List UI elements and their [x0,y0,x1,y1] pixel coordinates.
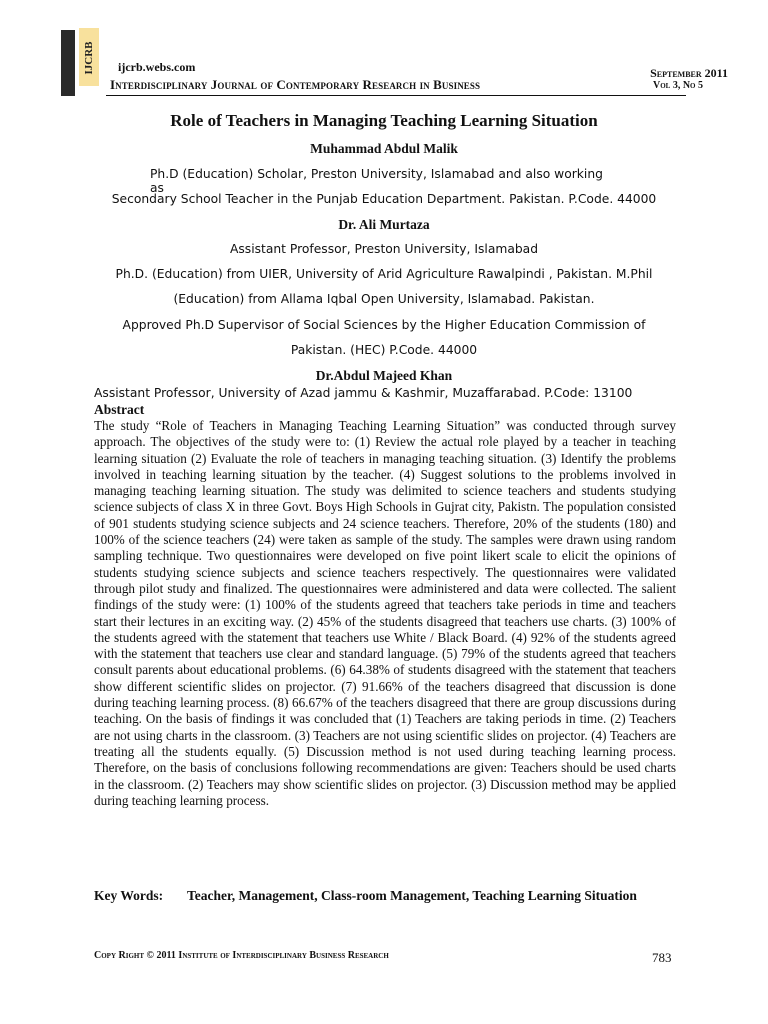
journal-name: Interdisciplinary Journal of Contemporary Research in Business [110,77,481,92]
author-affiliation: (Education) from Allama Iqbal Open University, Islamabad. Pakistan. [173,292,595,306]
page-number: 783 [652,950,672,965]
issue-volume: Vol 3, No 5 [652,80,703,91]
header-rule [106,95,686,96]
paper-title: Role of Teachers in Managing Teaching Learning Situation [170,111,598,130]
author-name: Dr. Ali Murtaza [338,217,430,232]
author-name: Dr.Abdul Majeed Khan [315,368,453,383]
keywords-text: Teacher, Management, Class-room Management, Teaching Learning Situation [187,888,637,903]
keywords-label: Key Words: [94,888,164,903]
author-affiliation: Approved Ph.D Supervisor of Social Sciences by the Higher Education Commission of [122,318,646,332]
author-affiliation: Ph.D. (Education) from UIER, University of Arid Agriculture Rawalpindi , Pakistan. M.Phil [115,267,653,281]
logo-text: IJCRB [83,41,95,75]
author-name: Muhammad Abdul Malik [310,141,458,156]
author-affiliation: Secondary School Teacher in the Punjab Education Department. Pakistan. P.Code. 44000 [111,192,657,206]
copyright-notice: Copy Right © 2011 Institute of Interdisciplinary Business Research [94,950,389,961]
journal-logo [61,28,105,98]
keywords [94,887,676,904]
abstract-body: The study “Role of Teachers in Managing Teaching Learning Situation” was conducted through survey approach. The objectives of the study were to: (1) Review the actual role played by a teacher in teaching learning situation (2) Evaluate the role of teachers in managing teaching situation. (3) Identify the problems involved in teaching learning situation by the teacher. (4) Suggest solutions to the problems involved in managing teaching learning situation. The study was delimited to science teachers and students studying science subjects of class X in three Govt. Boys High Schools in Gujrat city, Pakistn. The population consisted of 901 students studying science subjects and 24 science teachers. Therefore, 20% of the students (180) and 100% of the science teachers (24) were taken as sample of the study. The samples were drawn using random sampling technique. Two questionnaires were developed on five point likert scale to elicit the opinions of students studying science subjects and science teachers respectively. The questionnaires were validated through pilot study and finalized. The questionnaires were administered and data were collected. The salient findings of the study were: (1) 100% of the students agreed that teachers take periods in time and teachers start their lectures in an exciting way. (2) 45% of the students disagreed that teachers use charts. (3) 100% of the students agreed with the statement that teachers use White / Black Board. (4) 92% of the students agreed with the statement that teachers use clear and standard language. (5) 79% of the students agreed that teachers consult parents about educational problems. (6) 64.38% of students disagreed with the statement that teachers show different scientific slides on projector. (7) 91.66% of the teachers disagreed that discussion is done during teaching learning process. (8) 66.67% of the teachers disagreed that there are group discussions during teaching. On the basis of findings it was concluded that (1) Teachers are taking periods in time. (2) Teachers are not using charts in the classroom. (3) Teachers are not using scientific slides on projector. (4) Teachers are treating all the students equally. (5) Discussion method is not used during teaching learning process. Therefore, on the basis of conclusions following recommendations are given: Teachers should be used charts in the classroom. (2) Teachers may show scientific slides on projector. (3) Discussion method may be applied during teaching learning process. [94,418,676,808]
abstract-heading: Abstract [94,402,145,417]
author-affiliation: Pakistan. (HEC) P.Code. 44000 [290,343,478,357]
author-affiliation: Assistant Professor, University of Azad jammu & Kashmir, Muzaffarabad. P.Code: 13100 [94,386,633,400]
author-affiliation: Assistant Professor, Preston University, Islamabad [229,242,539,256]
journal-website[interactable]: ijcrb.webs.com [118,60,196,74]
issue-date: September 2011 [650,66,728,80]
author-affiliation: Ph.D (Education) Scholar, Preston University, Islamabad and also working as [150,167,603,195]
